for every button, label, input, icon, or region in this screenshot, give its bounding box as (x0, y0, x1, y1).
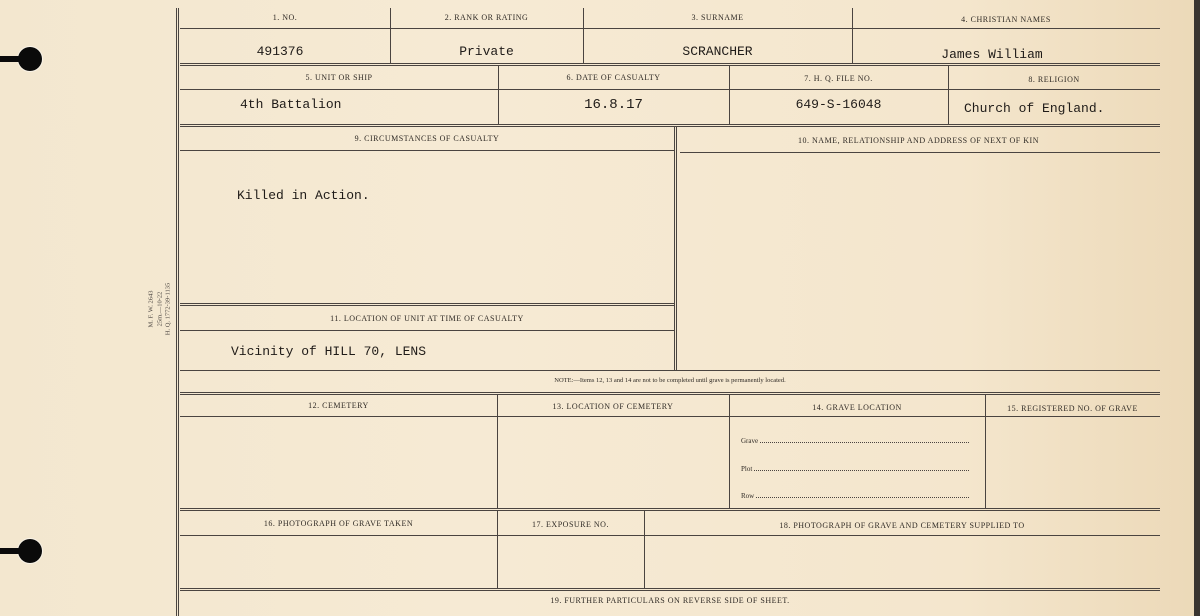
dotted-leader (756, 497, 969, 498)
field-label-number: 1. NO. (272, 13, 298, 22)
divider (180, 330, 674, 331)
field-value-hq-file-no: 649-S-16048 (795, 97, 882, 112)
binder-hole-icon (18, 47, 42, 71)
row-line (741, 492, 969, 500)
field-value-date-of-casualty: 16.8.17 (584, 97, 643, 113)
field-label-location-of-unit: 11. LOCATION OF UNIT AT TIME OF CASUALTY (330, 314, 524, 323)
printer-code (140, 272, 180, 346)
field-value-circumstances: Killed in Action. (237, 188, 370, 203)
field-label-further-particulars: 19. FURTHER PARTICULARS ON REVERSE SIDE OF SHEET. (550, 596, 790, 605)
field-label-cemetery: 12. CEMETERY (308, 401, 369, 410)
field-value-location-of-unit: Vicinity of HILL 70, LENS (231, 344, 427, 359)
field-label-next-of-kin: 10. NAME, RELATIONSHIP AND ADDRESS OF NEXT OF KIN (798, 136, 1039, 145)
field-value-rank: Private (459, 44, 514, 59)
field-value-unit: 4th Battalion (240, 97, 342, 112)
divider (180, 416, 1160, 417)
dotted-leader (760, 442, 969, 443)
field-label-photo-taken: 16. PHOTOGRAPH OF GRAVE TAKEN (263, 519, 414, 528)
field-value-surname: SCRANCHER (682, 44, 753, 59)
field-label-photo-supplied-to: 18. PHOTOGRAPH OF GRAVE AND CEMETERY SUPPLIED TO (779, 521, 1025, 530)
row-line-label: Row (741, 492, 755, 500)
field-label-rank: 2. RANK OR RATING (444, 13, 529, 22)
divider (180, 63, 1160, 66)
printer-code-line: 25m.—10-22 (155, 291, 163, 327)
divider (180, 392, 1160, 395)
printer-code-line: M. F. W. 2643 (147, 290, 155, 328)
field-label-location-of-cemetery: 13. LOCATION OF CEMETERY (552, 402, 674, 411)
divider (180, 370, 1160, 371)
divider (180, 303, 674, 306)
field-label-hq-file-no: 7. H. Q. FILE NO. (804, 74, 873, 83)
field-label-date-of-casualty: 6. DATE OF CASUALTY (566, 73, 661, 82)
divider (180, 535, 1160, 536)
field-label-circumstances: 9. CIRCUMSTANCES OF CASUALTY (354, 134, 500, 143)
divider (180, 150, 674, 151)
field-label-registered-no: 15. REGISTERED NO. OF GRAVE (1007, 404, 1138, 413)
field-label-christian-names: 4. CHRISTIAN NAMES (961, 15, 1051, 24)
printer-code-line: H. Q. 1772-39-1135 (164, 282, 172, 336)
grave-line (741, 437, 969, 445)
dotted-leader (754, 470, 969, 471)
field-value-number: 491376 (256, 44, 304, 59)
field-value-christian-names: James William (941, 47, 1043, 62)
form-note: NOTE:—Items 12, 13 and 14 are not to be completed until grave is permanently located. (554, 377, 786, 384)
divider (497, 395, 498, 508)
margin-rule (176, 8, 179, 616)
divider (180, 508, 1160, 511)
binder-hole-icon (18, 539, 42, 563)
field-label-religion: 8. RELIGION (1028, 75, 1080, 84)
field-label-exposure-no: 17. EXPOSURE NO. (532, 520, 609, 529)
divider (180, 588, 1160, 591)
plot-line (741, 465, 969, 473)
field-value-religion: Church of England. (964, 101, 1105, 116)
divider (180, 89, 1160, 90)
divider (180, 28, 1160, 29)
divider (674, 127, 677, 371)
field-label-grave-location: 14. GRAVE LOCATION (812, 403, 902, 412)
field-label-surname: 3. SURNAME (691, 13, 744, 22)
grave-line-label: Grave (741, 437, 759, 445)
plot-line-label: Plot (741, 465, 753, 473)
card-edge (1194, 0, 1200, 616)
field-label-unit: 5. UNIT OR SHIP (305, 73, 373, 82)
divider (680, 152, 1160, 153)
divider (180, 124, 1160, 127)
